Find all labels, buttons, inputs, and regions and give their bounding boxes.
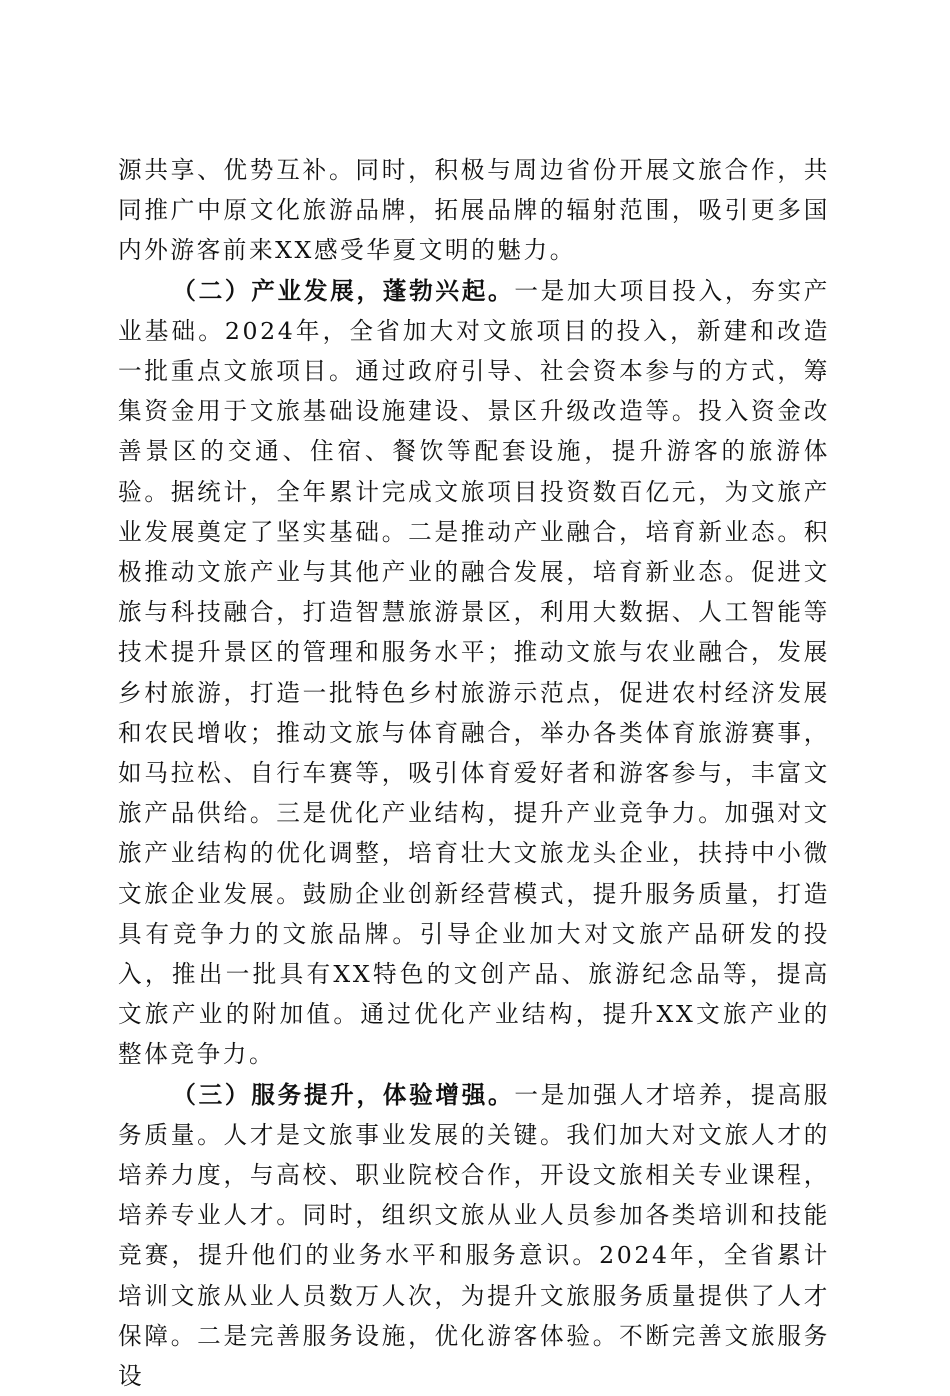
document-body (118, 150, 830, 1396)
paragraph-text: 一是加强人才培养，提高服务质量。人才是文旅事业发展的关键。我们加大对文旅人才的培养力度，与高校、职业院校合作，开设文旅相关专业课程，培养专业人才。同时，组织文旅从业人员参加各类培训和技能竞赛，提升他们的业务水平和服务意识。2024年，全省累计培训文旅从业人员数万人次，为提升文旅服务质量提供了人才保障。二是完善服务设施，优化游客体验。不断完善文旅服务设 (118, 1080, 830, 1391)
paragraph-text: 一是加大项目投入，夯实产业基础。2024年，全省加大对文旅项目的投入，新建和改造一批重点文旅项目。通过政府引导、社会资本参与的方式，筹集资金用于文旅基础设施建设、景区升级改造等。投入资金改善景区的交通、住宿、餐饮等配套设施，提升游客的旅游体验。据统计，全年累计完成文旅项目投资数百亿元，为文旅产业发展奠定了坚实基础。二是推动产业融合，培育新业态。积极推动文旅产业与其他产业的融合发展，培育新业态。促进文旅与科技融合，打造智慧旅游景区，利用大数据、人工智能等技术提升景区的管理和服务水平；推动文旅与农业融合，发展乡村旅游，打造一批特色乡村旅游示范点，促进农村经济发展和农民增收；推动文旅与体育融合，举办各类体育旅游赛事，如马拉松、自行车赛等，吸引体育爱好者和游客参与，丰富文旅产品供给。三是优化产业结构，提升产业竞争力。加强对文旅产业结构的优化调整，培育壮大文旅龙头企业，扶持中小微文旅企业发展。鼓励企业创新经营模式，提升服务质量，打造具有竞争力的文旅品牌。引导企业加大对文旅产品研发的投入，推出一批具有XX特色的文创产品、旅游纪念品等，提高文旅产业的附加值。通过优化产业结构，提升XX文旅产业的整体竞争力。 (118, 276, 830, 1069)
paragraph-text: 源共享、优势互补。同时，积极与周边省份开展文旅合作，共同推广中原文化旅游品牌，拓展品牌的辐射范围，吸引更多国内外游客前来XX感受华夏文明的魅力。 (118, 156, 830, 265)
paragraph-section-2 (118, 271, 830, 1075)
section-heading: （二）产业发展，蓬勃兴起。 (172, 276, 515, 305)
section-heading: （三）服务提升，体验增强。 (172, 1080, 515, 1109)
paragraph-section-3 (118, 1075, 830, 1396)
paragraph-continuation (118, 150, 830, 271)
